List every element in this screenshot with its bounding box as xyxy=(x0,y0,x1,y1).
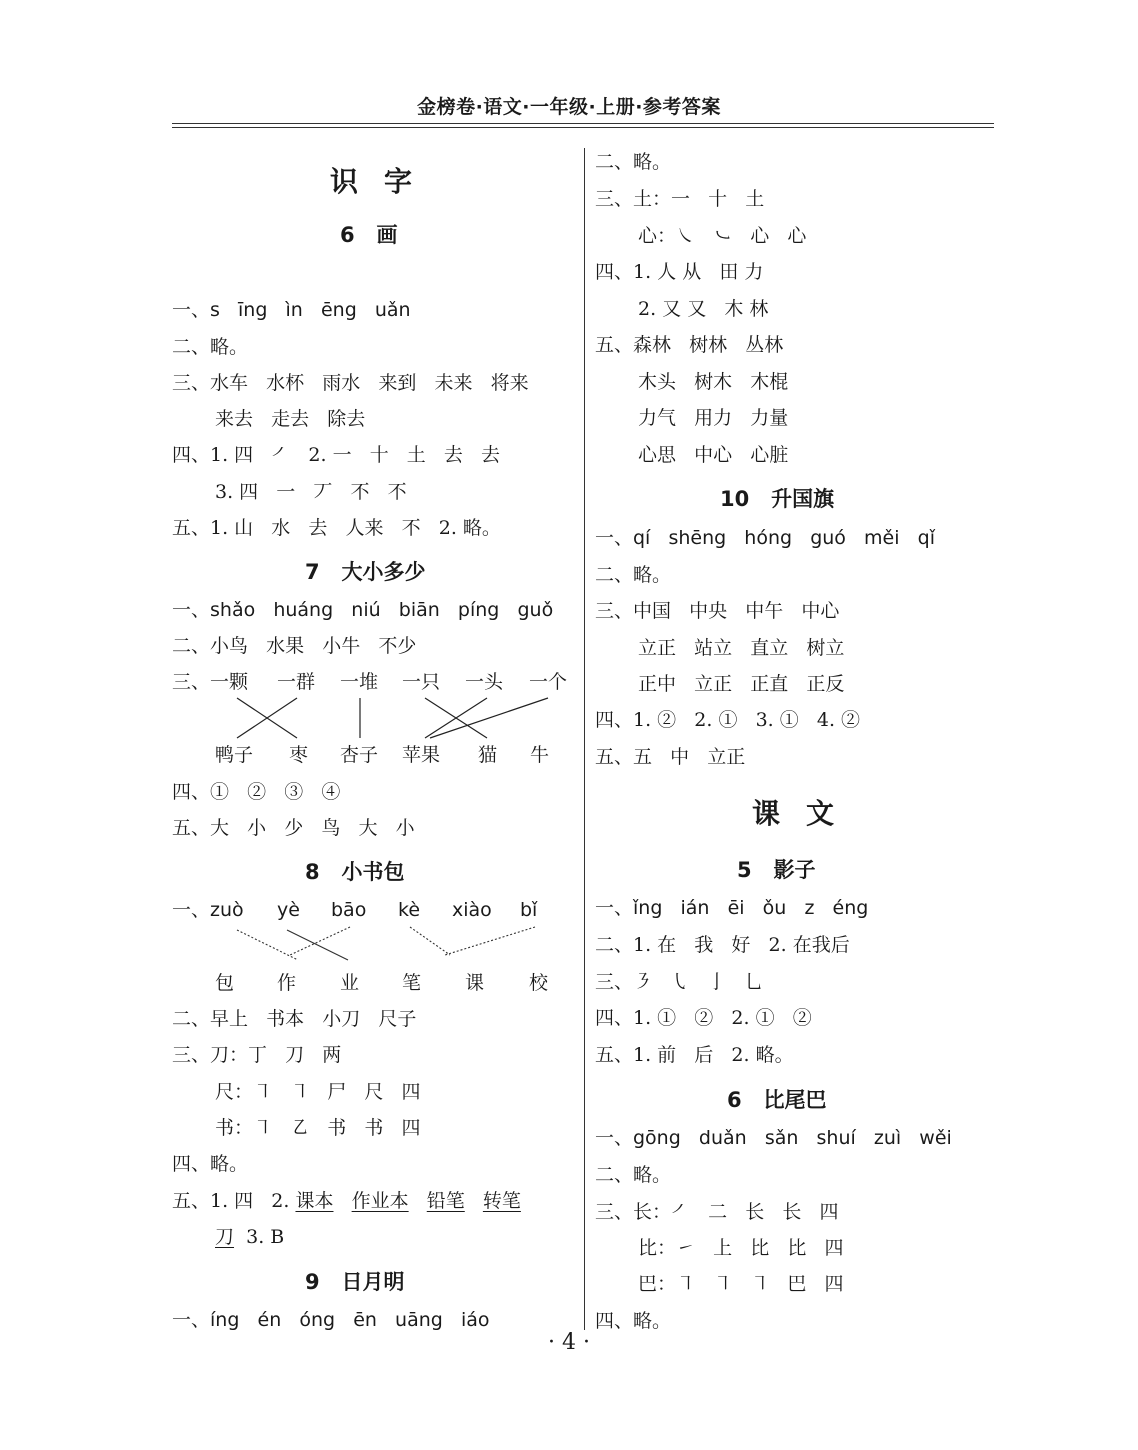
answer-line: 五、1. 山 水 去 人来 不 2. 略。 xyxy=(172,517,501,539)
lesson-title: 10 升国旗 xyxy=(720,487,835,511)
answer-line: 四、1. ② 2. ① 3. ① 4. ② xyxy=(595,709,861,731)
underlined-answer: 作业本 xyxy=(351,1190,409,1212)
match-bottom-item: 牛 xyxy=(530,744,550,766)
answer-line: 五、森林 树林 丛林 xyxy=(595,334,784,356)
match-top-item: 一堆 xyxy=(340,671,379,693)
answer-line: 四、略。 xyxy=(595,1310,672,1332)
answer-line: 一、shǎo huáng niú biān píng guǒ xyxy=(172,599,554,621)
match-bottom-item: 课 xyxy=(465,972,485,994)
answer-line: 木头 树木 木棍 xyxy=(638,371,789,393)
match-top-item: bǐ xyxy=(520,899,538,921)
section-title-kewen: 课文 xyxy=(752,797,861,830)
match-top-item: 一只 xyxy=(402,671,441,693)
answer-line: 四、1. ① ② 2. ① ② xyxy=(595,1007,812,1029)
answer-line: 书：㇕ ㇠ 书 书 四 xyxy=(215,1117,421,1139)
match-top-item: 一个 xyxy=(529,671,568,693)
answer-line: 二、略。 xyxy=(595,151,672,173)
answer-line: 三、刀：丁 刀 两 xyxy=(172,1044,342,1066)
answer-line: 三、㇋ ㇂ 亅 乚 xyxy=(595,971,764,993)
section-title-shizi: 识字 xyxy=(330,165,439,198)
lesson-title: 8 小书包 xyxy=(305,860,405,884)
lesson-title: 7 大小多少 xyxy=(305,560,426,584)
answer-line: 四、1. 四 ㇒ 2. 一 十 土 去 去 xyxy=(172,444,501,466)
answer-line: 3. 四 一 丆 不 不 xyxy=(215,481,407,503)
answer-line xyxy=(172,1189,521,1213)
page-header: 金榜卷·语文·一年级·上册·参考答案 xyxy=(417,96,721,118)
match-bottom-item: 杏子 xyxy=(340,744,379,766)
match-bottom-item: 业 xyxy=(340,972,360,994)
answer-line: 一、ǐng ián ēi ǒu z éng xyxy=(595,897,869,919)
answer-line: 四、① ② ③ ④ xyxy=(172,781,341,803)
answer-line: 二、略。 xyxy=(595,564,672,586)
lesson-title: 5 影子 xyxy=(737,858,816,882)
lesson-title: 9 日月明 xyxy=(305,1270,405,1294)
answer-line: 二、略。 xyxy=(595,1164,672,1186)
underlined-answer: 转笔 xyxy=(482,1190,521,1212)
answer-line: 一、íng én óng ēn uāng iáo xyxy=(172,1309,490,1331)
answer-line: 心思 中心 心脏 xyxy=(638,444,789,466)
answer-line: 一、s īng ìn ēng uǎn xyxy=(172,299,411,321)
answer-line: 四、1. 人 从 田 力 xyxy=(595,261,764,283)
answer-line: 三、中国 中央 中午 中心 xyxy=(595,600,840,622)
match-bottom-item: 校 xyxy=(529,972,549,994)
match-bottom-item: 笔 xyxy=(402,972,422,994)
match-top-item: 一群 xyxy=(277,671,316,693)
underlined-answer: 刀 xyxy=(215,1226,235,1248)
match-bottom-item: 猫 xyxy=(478,744,498,766)
answer-line: 二、早上 书本 小刀 尺子 xyxy=(172,1008,417,1030)
match-top-item: 一、zuò xyxy=(172,899,244,921)
match-top-item: yè xyxy=(277,899,300,921)
answer-line: 一、gōng duǎn sǎn shuí zuì wěi xyxy=(595,1127,952,1149)
match-top-item: xiào xyxy=(452,899,492,921)
answer-line: 来去 走去 除去 xyxy=(215,408,366,430)
page-number: · 4 · xyxy=(548,1330,590,1355)
answer-line: 五、大 小 少 鸟 大 小 xyxy=(172,817,415,839)
answer-line: 2. 又 又 木 林 xyxy=(638,298,769,320)
answer-line: 四、略。 xyxy=(172,1153,249,1175)
match-top-item: 三、一颗 xyxy=(172,671,249,693)
match-top-item: 一头 xyxy=(465,671,504,693)
answer-line: 三、水车 水杯 雨水 来到 未来 将来 xyxy=(172,372,529,394)
answer-line: 力气 用力 力量 xyxy=(638,407,789,429)
underlined-answer: 铅笔 xyxy=(426,1190,465,1212)
answer-line: 二、小鸟 水果 小牛 不少 xyxy=(172,635,417,657)
answer-line: 比：㇀ 上 比 比 四 xyxy=(638,1237,844,1259)
answer-line: 五、五 中 立正 xyxy=(595,746,746,768)
match-bottom-item: 枣 xyxy=(289,744,309,766)
answer-line: 立正 站立 直立 树立 xyxy=(638,637,845,659)
answer-line: 巴：㇕ ㇕ ㇕ 巴 四 xyxy=(638,1273,844,1295)
answer-line: 五、1. 前 后 2. 略。 xyxy=(595,1044,794,1066)
answer-line: 正中 立正 正直 正反 xyxy=(638,673,845,695)
answer-text: 五、1. 四 2. xyxy=(172,1190,290,1212)
answer-line: 尺：㇕ ㇕ 尸 尺 四 xyxy=(215,1081,421,1103)
lesson-title: 6 比尾巴 xyxy=(727,1088,827,1112)
answer-line xyxy=(215,1225,284,1249)
match-bottom-item: 苹果 xyxy=(402,744,441,766)
answer-line: 三、长：㇒ 二 长 长 四 xyxy=(595,1201,839,1223)
answer-line: 一、qí shēng hóng guó měi qǐ xyxy=(595,527,935,549)
match-bottom-item: 包 xyxy=(215,972,235,994)
match-top-item: bāo xyxy=(331,899,367,921)
underlined-answer: 课本 xyxy=(295,1190,334,1212)
answer-line: 心：㇏ ㇃ 心 心 xyxy=(638,225,807,247)
answer-text: 3. B xyxy=(246,1226,285,1248)
match-top-item: kè xyxy=(398,899,421,921)
lesson-title: 6 画 xyxy=(340,223,398,247)
answer-line: 二、略。 xyxy=(172,336,249,358)
answer-line: 三、土：一 十 土 xyxy=(595,188,765,210)
answer-line: 二、1. 在 我 好 2. 在我后 xyxy=(595,934,850,956)
match-bottom-item: 鸭子 xyxy=(215,744,254,766)
match-bottom-item: 作 xyxy=(277,972,297,994)
